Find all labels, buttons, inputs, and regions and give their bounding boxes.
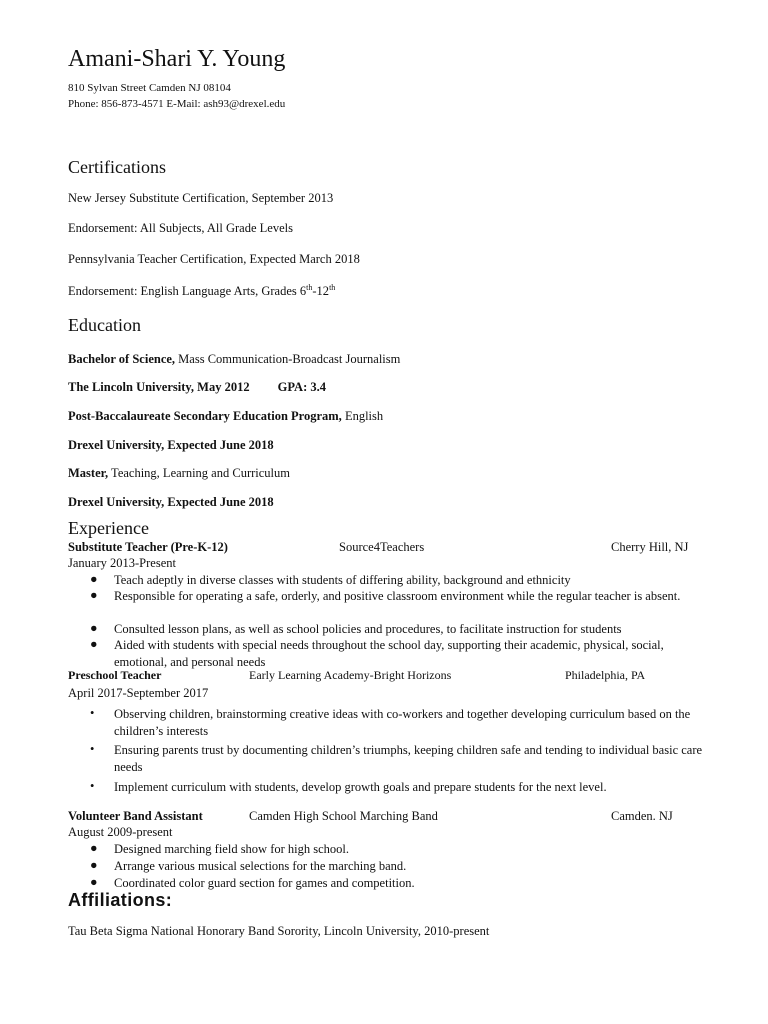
bullet-icon: ● — [90, 588, 98, 602]
bullet-icon: ● — [90, 875, 98, 889]
bullet-icon: ● — [90, 637, 98, 651]
education-bachelor — [68, 352, 400, 367]
certifications-heading: Certifications — [68, 157, 166, 177]
bullet-icon: • — [90, 779, 95, 793]
degree-field: Mass Communication-Broadcast Journalism — [175, 352, 401, 366]
degree-field: Teaching, Learning and Curriculum — [108, 466, 290, 480]
bullet-icon: ● — [90, 841, 98, 855]
bullet-icon: ● — [90, 621, 98, 635]
degree-name: Bachelor of Science, — [68, 352, 176, 366]
certification-item: Pennsylvania Teacher Certification, Expected March 2018 — [68, 252, 360, 266]
bullet-icon: • — [90, 742, 95, 756]
contact-line: Phone: 856-873-4571 E-Mail: ash93@drexel.edu — [68, 98, 286, 110]
school-name: Drexel University, Expected June 2018 — [68, 438, 274, 452]
education-master — [68, 466, 290, 481]
degree-name: Master, — [68, 466, 109, 480]
gpa: GPA: 3.4 — [277, 380, 326, 394]
job-location: Camden. NJ — [611, 809, 673, 823]
certification-item: New Jersey Substitute Certification, September 2013 — [68, 191, 334, 205]
certification-item: Endorsement: All Subjects, All Grade Levels — [68, 221, 293, 235]
education-postbacc — [68, 409, 383, 424]
education-heading: Education — [68, 315, 141, 335]
ela-sup: th — [329, 283, 336, 292]
program-field: English — [341, 409, 384, 423]
affiliations-heading: Affiliations: — [68, 890, 173, 910]
job-role: Preschool Teacher — [68, 668, 162, 682]
address-line: 810 Sylvan Street Camden NJ 08104 — [68, 82, 231, 94]
ela-prefix: Endorsement: English Language Arts, Grades 6 — [68, 284, 307, 299]
job-dates: January 2013-Present — [68, 556, 176, 570]
school-name: The Lincoln University, May 2012 — [68, 380, 250, 394]
job-dates: April 2017-September 2017 — [68, 686, 209, 700]
job-location: Cherry Hill, NJ — [611, 540, 689, 554]
school-name: Drexel University, Expected June 2018 — [68, 495, 274, 509]
job-role: Volunteer Band Assistant — [68, 809, 203, 823]
job-org: Early Learning Academy-Bright Horizons — [249, 668, 452, 682]
job-dates: August 2009-present — [68, 825, 173, 839]
candidate-name: Amani-Shari Y. Young — [68, 46, 286, 72]
bullet-icon: • — [90, 706, 95, 720]
certification-ela — [68, 283, 335, 299]
job-org: Camden High School Marching Band — [249, 809, 438, 823]
ela-sup: th — [306, 283, 313, 292]
program-name: Post-Baccalaureate Secondary Education Program, — [68, 409, 342, 423]
job-role: Substitute Teacher (Pre-K-12) — [68, 540, 228, 554]
job-location: Philadelphia, PA — [565, 668, 646, 682]
bullet-icon: ● — [90, 572, 98, 586]
affiliation-item: Tau Beta Sigma National Honorary Band Sorority, Lincoln University, 2010-present — [68, 924, 490, 938]
experience-heading: Experience — [68, 518, 149, 538]
bullet-icon: ● — [90, 858, 98, 872]
education-lincoln — [68, 380, 326, 395]
ela-mid: -12 — [312, 284, 330, 299]
job-org: Source4Teachers — [339, 540, 425, 554]
